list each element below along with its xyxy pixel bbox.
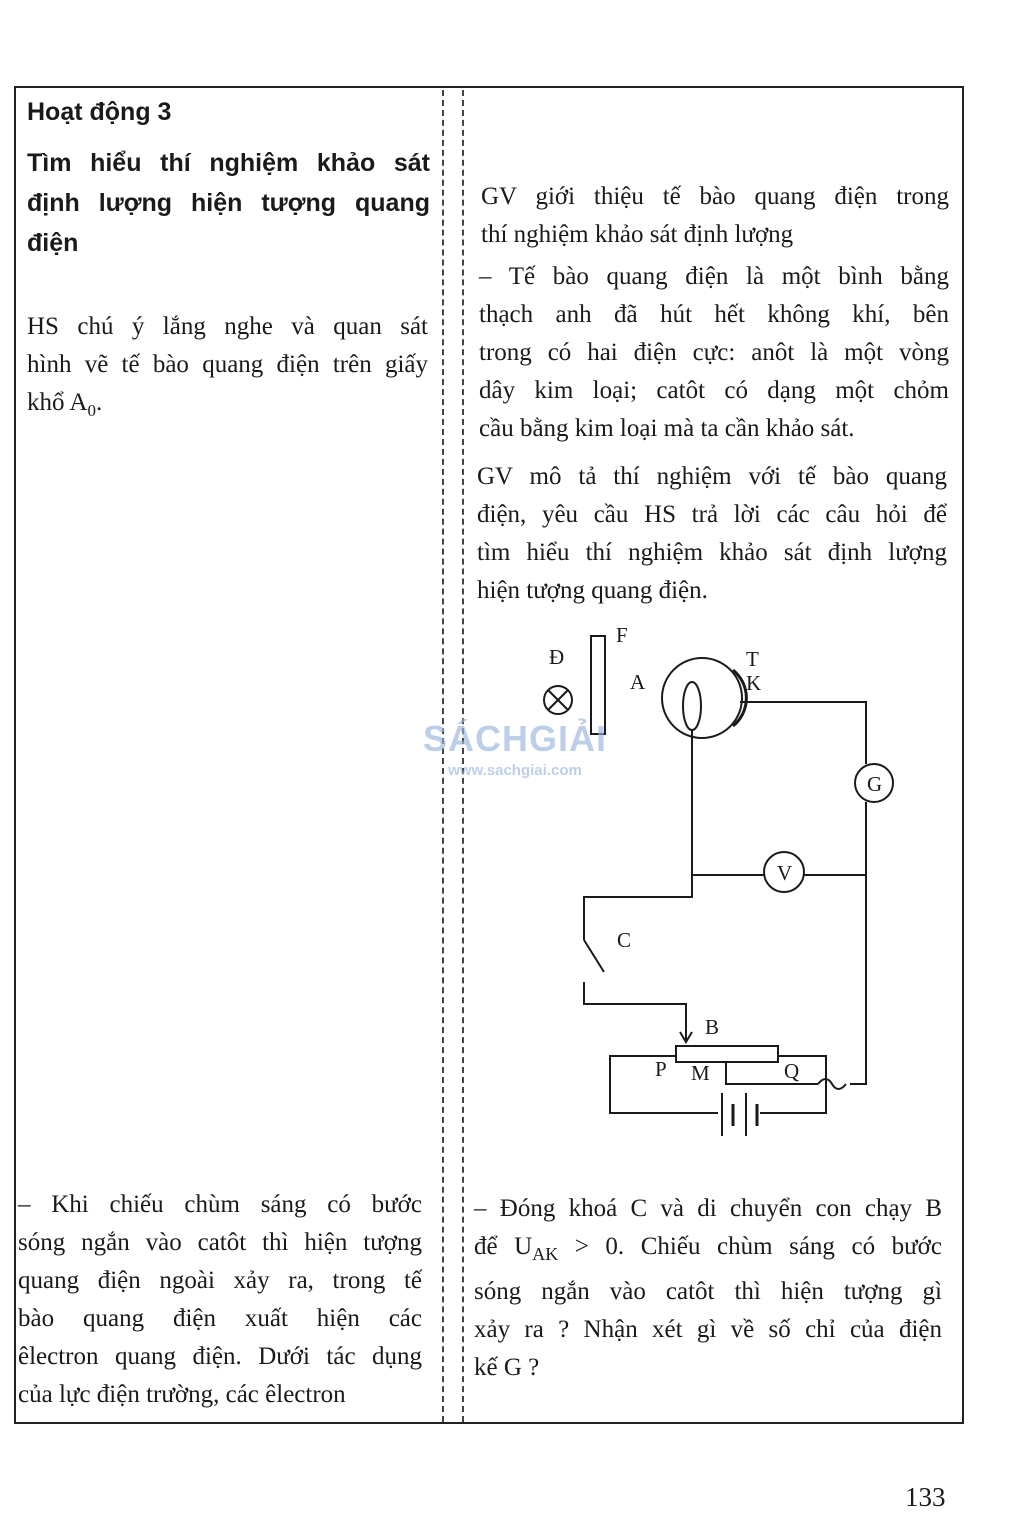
label-anode: A [630, 670, 646, 694]
description-line: trong có hai điện cực: anôt là một vòng [479, 339, 949, 366]
description-line: cầu bằng kim loại mà ta cần khảo sát. [479, 415, 855, 442]
question-line: – Đóng khoá C và di chuyển con chạy B [474, 1195, 942, 1222]
answer-line: sóng ngắn vào catôt thì hiện tượng [18, 1229, 422, 1256]
label-voltmeter: V [777, 861, 793, 885]
label-tube: T [746, 647, 759, 671]
intro-line: thí nghiệm khảo sát định lượng [481, 221, 794, 248]
wire-squiggle [818, 1079, 846, 1089]
label-q: Q [784, 1059, 800, 1083]
activity-heading: Hoạt động 3 [27, 98, 172, 126]
page-number: 133 [905, 1482, 946, 1512]
label-lamp: Đ [549, 645, 565, 669]
watermark-logo: SÁCHGIẢI [422, 718, 607, 759]
title-line: điện [27, 229, 79, 257]
photocell-tube [662, 658, 742, 738]
watermark [410, 718, 620, 779]
intro-line: GV giới thiệu tế bào quang điện trong [481, 183, 949, 210]
label-m: M [691, 1061, 710, 1085]
cathode-cap [733, 670, 746, 726]
teacher-question [474, 1190, 942, 1387]
description-line: dây kim loại; catôt có dạng một chỏm [479, 377, 949, 404]
question-text: để U [474, 1233, 533, 1260]
student-line: HS chú ý lắng nghe và quan sát [27, 313, 428, 340]
rheostat-bar [676, 1046, 778, 1062]
label-p: P [655, 1057, 667, 1081]
label-switch: C [617, 928, 632, 952]
paper-size-text: khổ A [27, 389, 88, 416]
question-line-formula [474, 1228, 942, 1273]
paper-size-subscript: 0 [87, 401, 96, 420]
experiment-line: điện, yêu cầu HS trả lời các câu hỏi để [477, 501, 947, 528]
question-text: > 0. Chiếu chùm sáng có bước [558, 1233, 942, 1260]
voltage-subscript: AK [532, 1244, 559, 1264]
anode-ring [683, 682, 701, 730]
watermark-url: www.sachgiai.com [448, 762, 582, 779]
title-line: Tìm hiểu thí nghiệm khảo sát [27, 149, 430, 177]
experiment-line: tìm hiểu thí nghiệm khảo sát định lượng [477, 539, 947, 566]
answer-line: bào quang điện xuất hiện các [18, 1305, 422, 1332]
experiment-line: hiện tượng quang điện. [477, 577, 708, 604]
switch-blade [584, 940, 604, 972]
description-line: thạch anh đã hút hết không khí, bên [479, 301, 949, 328]
answer-line: – Khi chiếu chùm sáng có bước [18, 1191, 422, 1218]
answer-line: êlectron quang điện. Dưới tác dụng [18, 1343, 422, 1370]
question-line: kế G ? [474, 1354, 540, 1381]
question-line: sóng ngắn vào catôt thì hiện tượng gì [474, 1278, 942, 1305]
student-line: hình vẽ tế bào quang điện trên giấy [27, 351, 428, 378]
label-slider: B [705, 1015, 720, 1039]
answer-line: quang điện ngoài xảy ra, trong tế [18, 1267, 422, 1294]
experiment-line: GV mô tả thí nghiệm với tế bào quang [477, 463, 947, 490]
label-cathode: K [746, 671, 762, 695]
label-galvanometer: G [867, 772, 883, 796]
question-line: xảy ra ? Nhận xét gì về số chỉ của điện [474, 1316, 942, 1343]
paper-size-period: . [95, 389, 103, 416]
answer-line: của lực điện trường, các êlectron [18, 1381, 346, 1408]
description-line: – Tế bào quang điện là một bình bằng [479, 263, 949, 290]
label-filter: F [616, 623, 628, 647]
title-line: định lượng hiện tượng quang [27, 189, 430, 217]
